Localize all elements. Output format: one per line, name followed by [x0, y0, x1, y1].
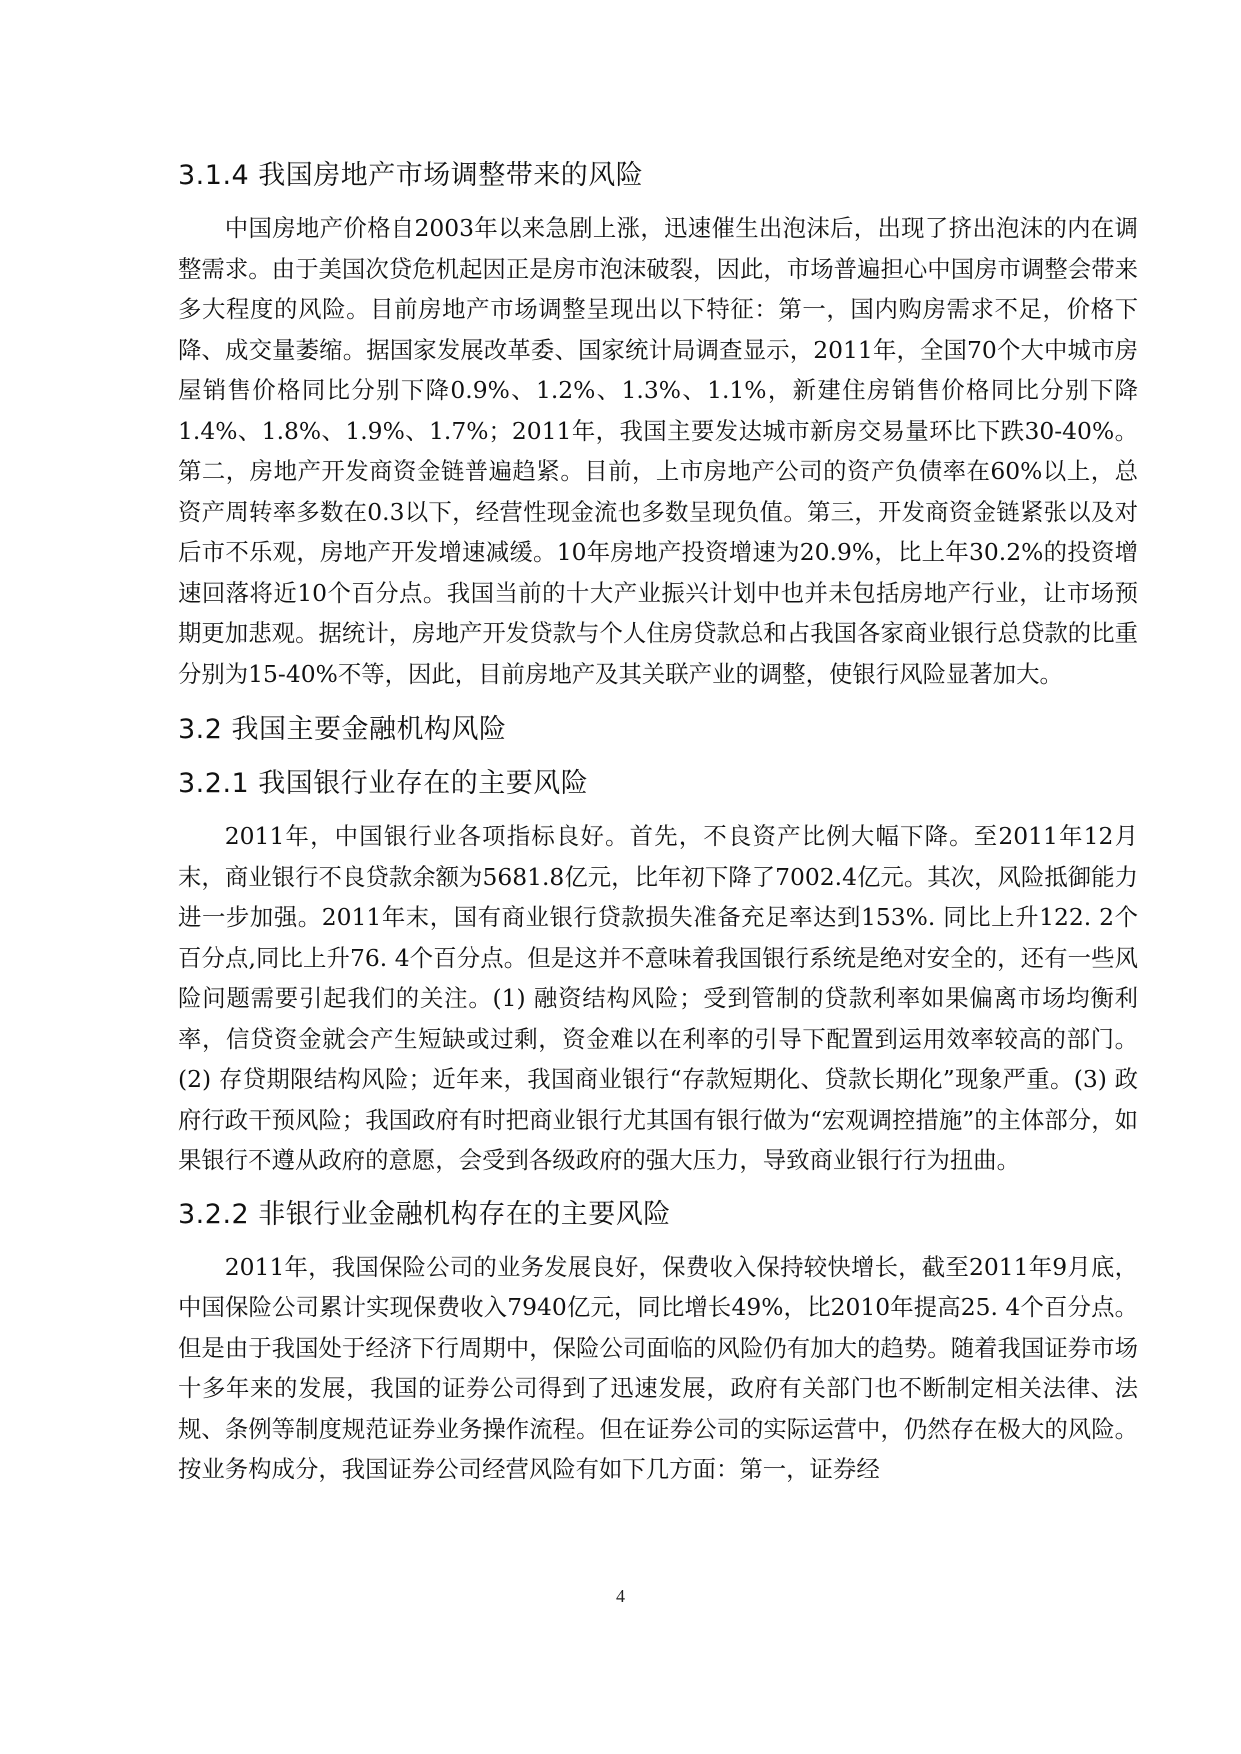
section-heading-3-2-2: 3.2.2 非银行业金融机构存在的主要风险: [178, 1198, 671, 1230]
section-heading-3-1-4: 3.1.4 我国房地产市场调整带来的风险: [178, 160, 644, 191]
body-paragraph: 2011年，中国银行业各项指标良好。首先，不良资产比例大幅下降。至2011年12月末，商业银行不良贷款余额为5681.8亿元，比年初下降了7002.4亿元。其次，风险抵御能力进一步加强。2011年末，国有商业银行贷款损失准备充足率达到153%. 同比上升122. 2个百分点,同比上升76. 4个百分点。但是这并不意味着我国银行系统是绝对安全的，还有一些风险问题需要引起我们的关注。(1) 融资结构风险；受到管制的贷款利率如果偏离市场均衡利率，信贷资金就会产生短缺或过剩，资金难以在利率的引导下配置到运用效率较高的部门。(2) 存贷期限结构风险；近年来，我国商业银行“存款短期化、贷款长期化”现象严重。(3) 政府行政干预风险；我国政府有时把商业银行尤其国有银行做为“宏观调控措施”的主体部分，如果银行不遵从政府的意愿，会受到各级政府的强大压力，导致商业银行行为扭曲。: [178, 822, 1138, 1174]
page-number: 4: [616, 1586, 625, 1606]
section-heading-3-2: 3.2 我国主要金融机构风险: [178, 714, 507, 745]
page-body: [178, 156, 1138, 1498]
body-paragraph: 2011年，我国保险公司的业务发展良好，保费收入保持较快增长，截至2011年9月底，中国保险公司累计实现保费收入7940亿元，同比增长49%，比2010年提高25. 4个百分点。但是由于我国处于经济下行周期中，保险公司面临的风险仍有加大的趋势。随着我国证券市场十多年来的发展，我国的证券公司得到了迅速发展，政府有关部门也不断制定相关法律、法规、条例等制度规范证券业务操作流程。但在证券公司的实际运营中，仍然存在极大的风险。按业务构成分，我国证券公司经营风险有如下几方面：第一，证券经: [178, 1252, 1138, 1483]
section-heading-3-2-1: 3.2.1 我国银行业存在的主要风险: [178, 768, 589, 799]
body-paragraph: 中国房地产价格自2003年以来急剧上涨，迅速催生出泡沫后，出现了挤出泡沫的内在调整需求。由于美国次贷危机起因正是房市泡沫破裂，因此，市场普遍担心中国房市调整会带来多大程度的风险。目前房地产市场调整呈现出以下特征：第一，国内购房需求不足，价格下降、成交量萎缩。据国家发展改革委、国家统计局调查显示，2011年，全国70个大中城市房屋销售价格同比分别下降0.9%、1.2%、1.3%、1.1%，新建住房销售价格同比分别下降1.4%、1.8%、1.9%、1.7%；2011年，我国主要发达城市新房交易量环比下跌30-40%。第二，房地产开发商资金链普遍趋紧。目前，上市房地产公司的资产负债率在60%以上，总资产周转率多数在0.3以下，经营性现金流也多数呈现负值。第三，开发商资金链紧张以及对后市不乐观，房地产开发增速减缓。10年房地产投资增速为20.9%，比上年30.2%的投资增速回落将近10个百分点。我国当前的十大产业振兴计划中也并未包括房地产行业，让市场预期更加悲观。据统计，房地产开发贷款与个人住房贷款总和占我国各家商业银行总贷款的比重分别为15-40%不等，因此，目前房地产及其关联产业的调整，使银行风险显著加大。: [178, 214, 1138, 688]
